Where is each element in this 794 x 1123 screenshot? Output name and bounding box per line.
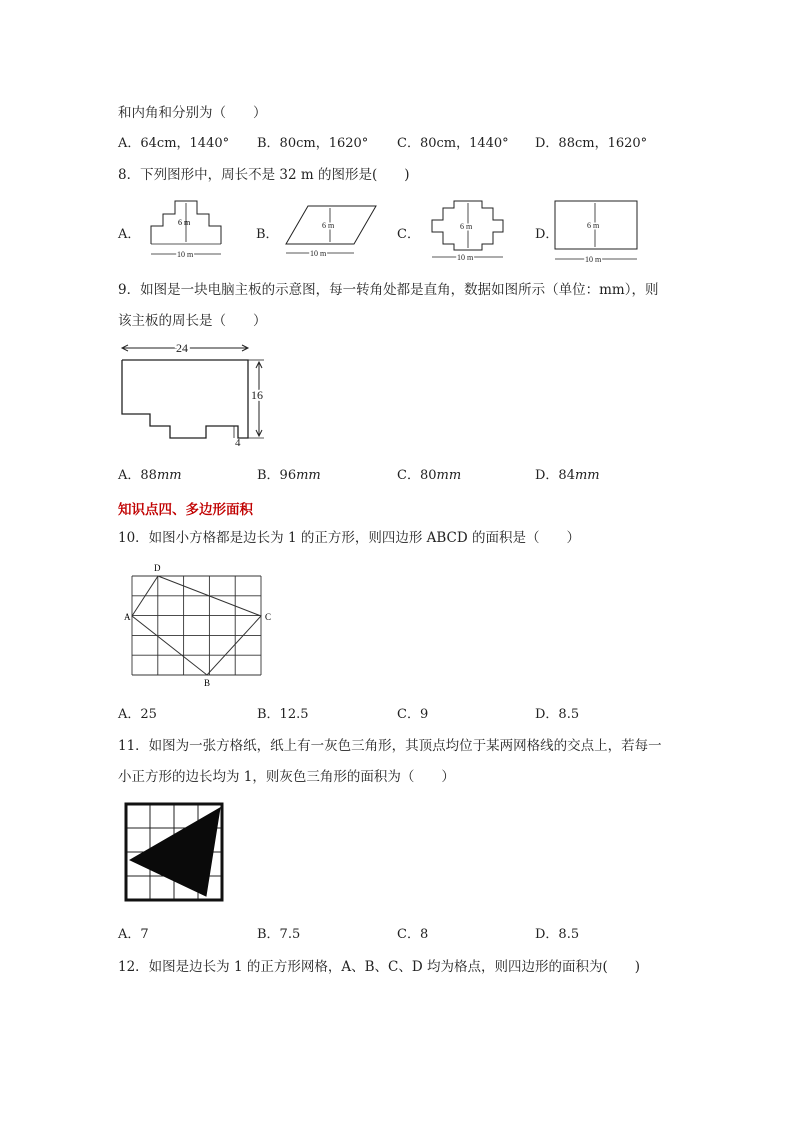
q11-option-a: A．7 xyxy=(118,927,149,942)
section-heading: 知识点四、多边形面积 xyxy=(118,502,253,518)
q7-option-d: D．88cm，1620° xyxy=(535,136,648,151)
q10-vertex-b: B xyxy=(204,678,211,688)
q9-option-d: D．84mm xyxy=(535,468,600,483)
q10-vertex-d: D xyxy=(154,563,161,573)
q10-option-b: B．12.5 xyxy=(257,707,309,722)
svg-text:10 m: 10 m xyxy=(457,253,474,262)
q8-label-a: A． xyxy=(118,227,141,242)
q9-motherboard-figure xyxy=(118,338,278,453)
q9-stem-line1: 9．如图是一块电脑主板的示意图，每一转角处都是直角，数据如图所示（单位：mm），则 xyxy=(118,282,659,298)
svg-text:6 m: 6 m xyxy=(178,218,191,227)
q8-label-d: D． xyxy=(535,227,559,242)
q11-option-c: C．8 xyxy=(397,927,429,942)
q9-options xyxy=(118,467,718,485)
q9-option-b: B．96mm xyxy=(257,468,321,483)
q11-gray-triangle xyxy=(130,808,220,896)
q8-stem: 8．下列图形中，周长不是 32 m 的图形是( ) xyxy=(118,167,410,183)
q9-label-top: 24 xyxy=(176,341,188,355)
q11-stem-line1: 11．如图为一张方格纸，纸上有一灰色三角形，其顶点均位于某两网格线的交点上，若每一 xyxy=(118,738,662,754)
q9-stem-line2: 该主板的周长是（ ） xyxy=(118,313,267,329)
q10-options xyxy=(118,706,718,724)
q10-vertex-a: A xyxy=(124,612,131,622)
q9-option-a: A．88mm xyxy=(118,468,182,483)
q10-grid-figure xyxy=(118,560,278,690)
q11-grid-figure xyxy=(122,800,232,910)
q10-option-c: C．9 xyxy=(397,707,429,722)
q8-figure-a xyxy=(148,196,238,266)
q8-figure-c xyxy=(428,198,528,268)
q7-stem-tail: 和内角和分别为（ ） xyxy=(118,105,267,121)
q10-option-a: A．25 xyxy=(118,707,157,722)
svg-text:6 m: 6 m xyxy=(460,222,473,231)
svg-text:10 m: 10 m xyxy=(310,249,327,258)
q8-label-b: B． xyxy=(256,227,279,242)
q11-option-d: D．8.5 xyxy=(535,927,580,942)
q9-option-c: C．80mm xyxy=(397,468,462,483)
q11-stem-line2: 小正方形的边长均为 1，则灰色三角形的面积为（ ） xyxy=(118,769,455,785)
q10-stem: 10．如图小方格都是边长为 1 的正方形，则四边形 ABCD 的面积是（ ） xyxy=(118,530,581,546)
q10-option-d: D．8.5 xyxy=(535,707,580,722)
svg-text:6 m: 6 m xyxy=(587,221,600,230)
q9-label-small: 4 xyxy=(235,437,241,449)
q7-option-b: B．80cm，1620° xyxy=(257,136,369,151)
q11-options xyxy=(118,926,718,944)
q11-option-b: B．7.5 xyxy=(257,927,301,942)
q10-vertex-c: C xyxy=(265,612,272,622)
q8-figure-d xyxy=(553,196,653,271)
q12-stem: 12．如图是边长为 1 的正方形网格，A、B、C、D 均为格点，则四边形的面积为( ) xyxy=(118,959,640,975)
svg-text:6 m: 6 m xyxy=(322,221,335,230)
svg-text:10 m: 10 m xyxy=(585,255,602,264)
q8-label-c: C． xyxy=(397,227,420,242)
q8-figure-b xyxy=(284,204,384,274)
q9-label-right: 16 xyxy=(251,388,263,402)
q7-options xyxy=(118,135,718,153)
q7-option-a: A．64cm，1440° xyxy=(118,136,230,151)
svg-text:10 m: 10 m xyxy=(177,250,194,259)
q7-option-c: C．80cm，1440° xyxy=(397,136,509,151)
